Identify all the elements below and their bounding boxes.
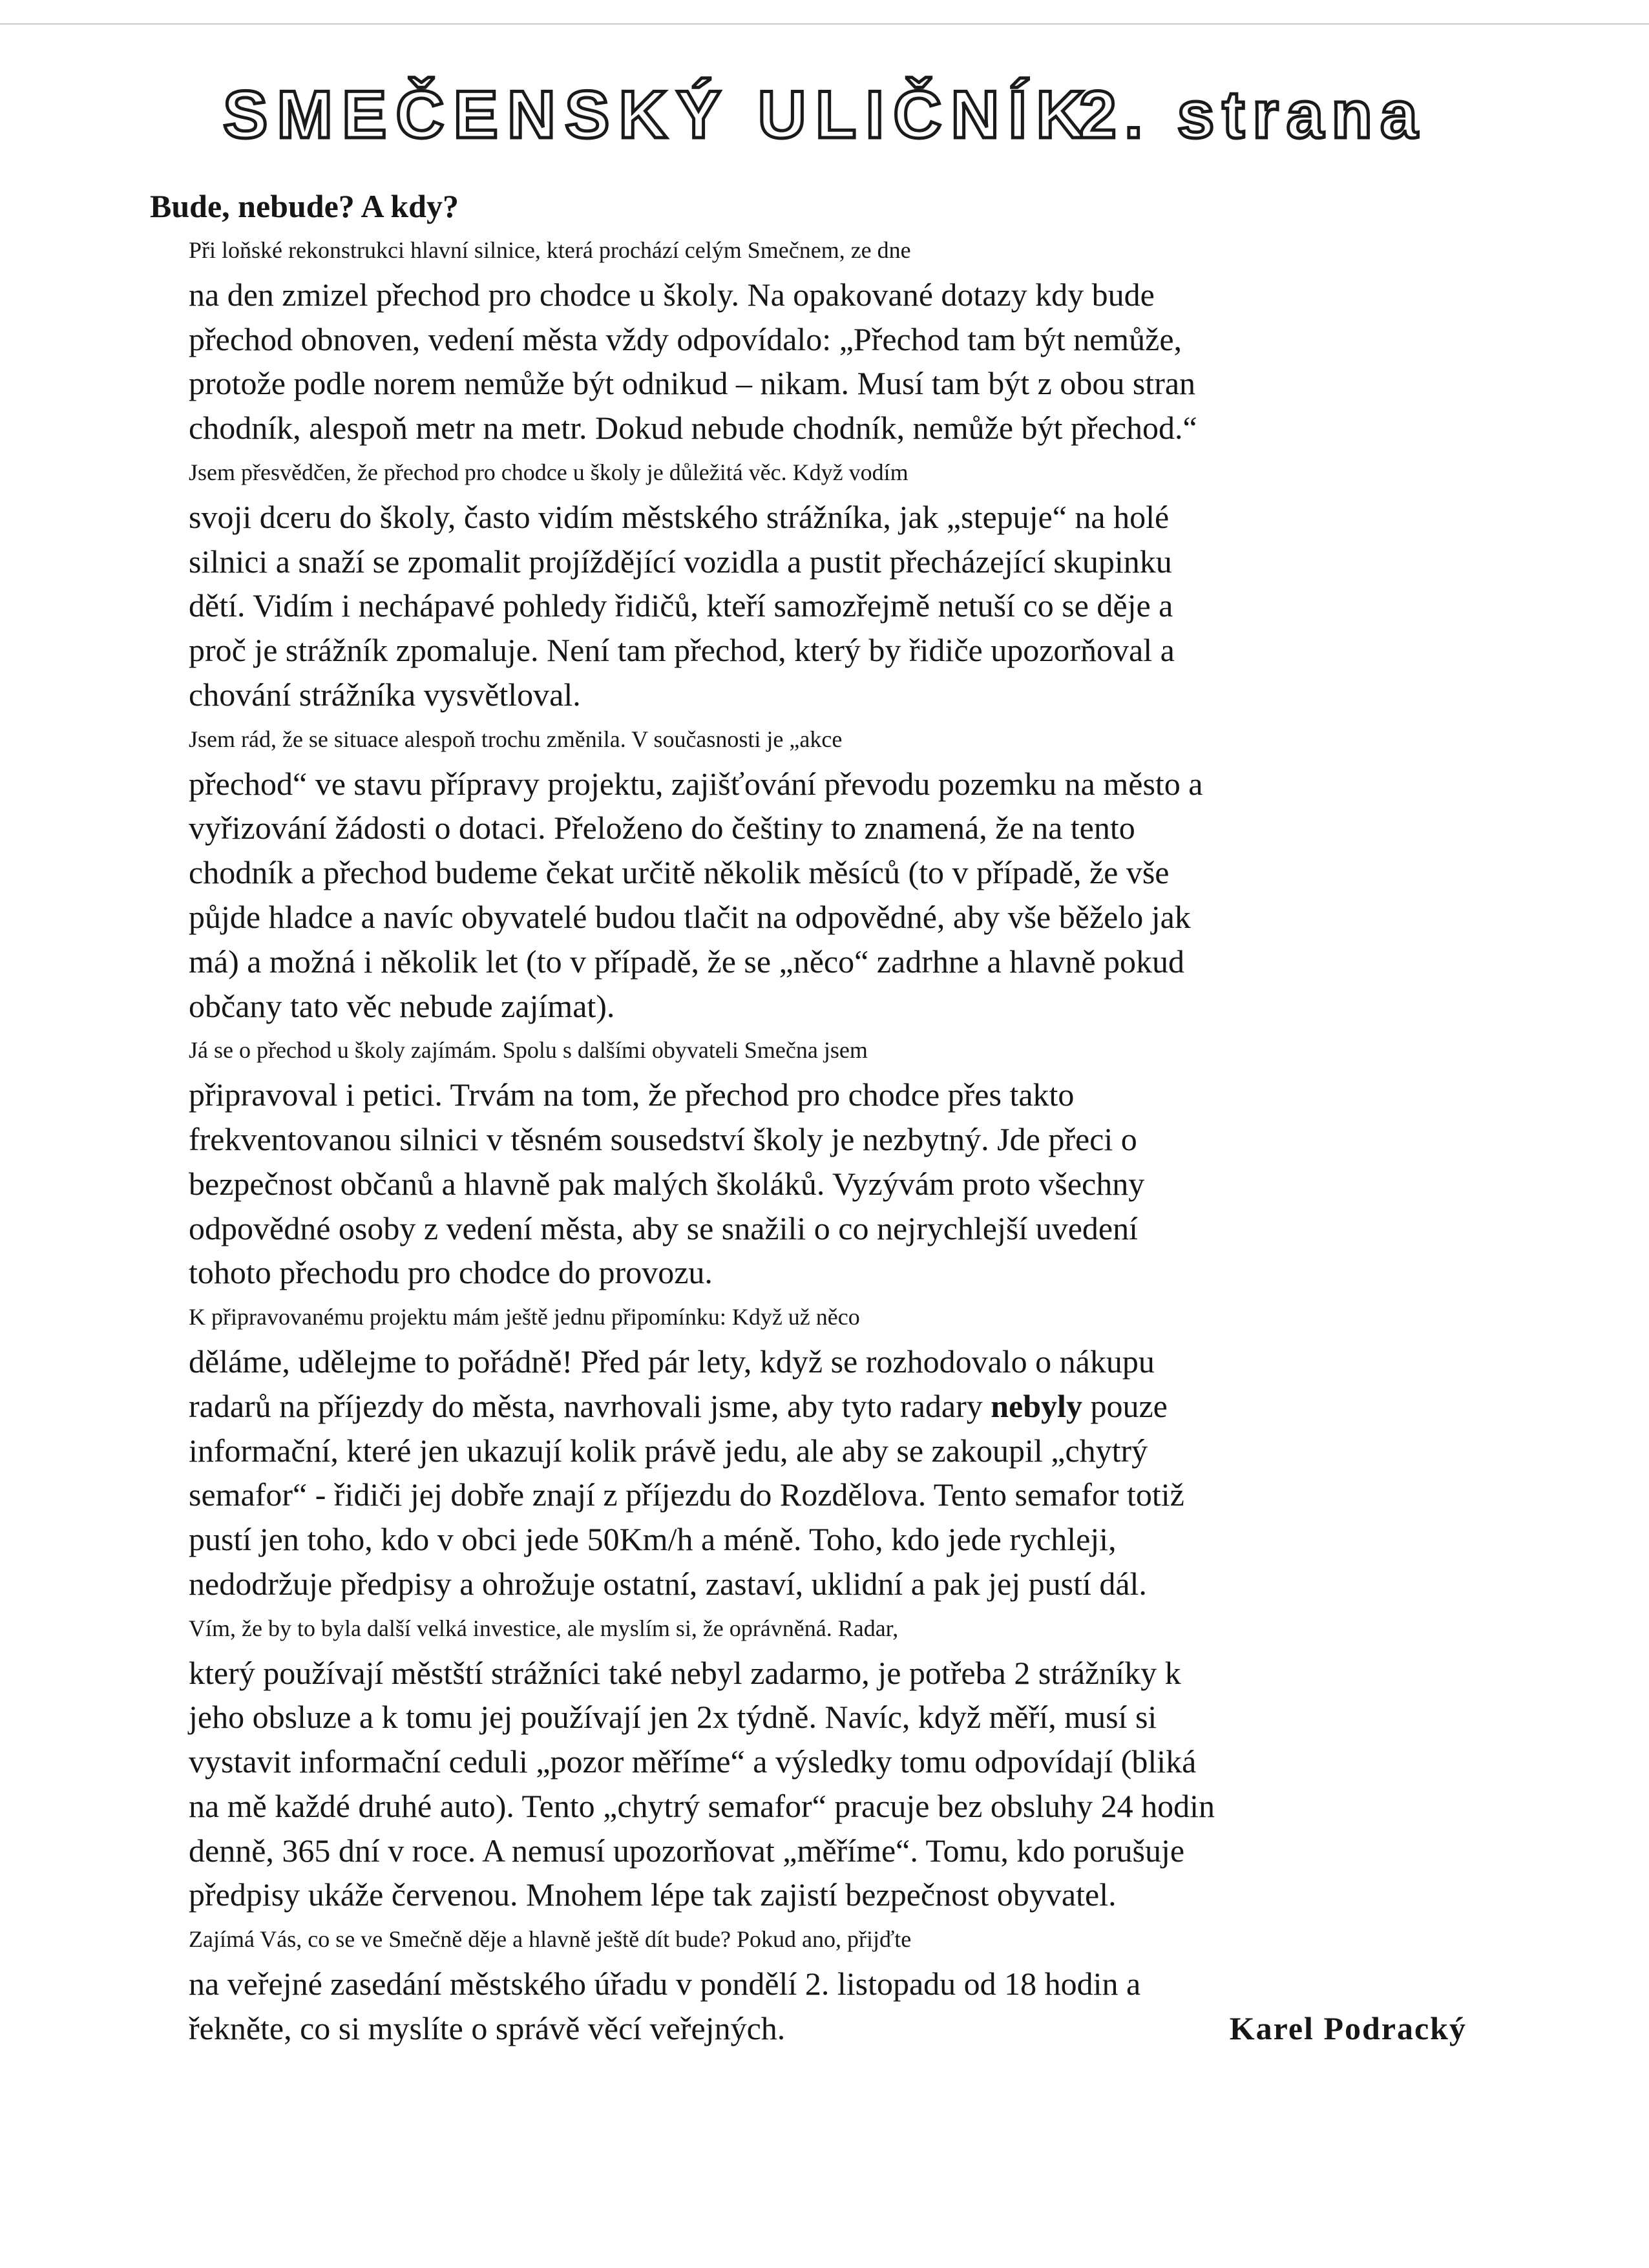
text-line: Vím, že by to byla další velká investice, ale myslím si, že oprávněná. Radar, xyxy=(189,1615,899,1641)
paragraph-1 xyxy=(150,228,1475,450)
scan-top-edge xyxy=(0,23,1649,25)
text-line: děláme, udělejme to pořádně! Před pár lety, když se rozhodovalo o nákupu xyxy=(189,1343,1155,1380)
text-line: na den zmizel přechod pro chodce u školy. Na opakované dotazy kdy bude xyxy=(189,276,1155,313)
text-line: který používají městští strážníci také nebyl zadarmo, je potřeba 2 strážníky k xyxy=(189,1654,1181,1691)
paragraph-4 xyxy=(150,1028,1475,1295)
text-line: dětí. Vidím i nechápavé pohledy řidičů, kteří samozřejmě netuší co se děje a xyxy=(189,587,1173,624)
text-line: vystavit informační ceduli „pozor měříme“ a výsledky tomu odpovídají (bliká xyxy=(189,1743,1197,1780)
paragraph-2 xyxy=(150,450,1475,717)
text-line: má) a možná i několik let (to v případě, že se „něco“ zadrhne a hlavně pokud xyxy=(189,943,1185,980)
text-line: předpisy ukáže červenou. Mnohem lépe tak zajistí bezpečnost obyvatel. xyxy=(189,1876,1117,1913)
text-line: Jsem přesvědčen, že přechod pro chodce u školy je důležitá věc. Když vodím xyxy=(189,459,909,485)
closing-line xyxy=(150,2006,1475,2051)
emphasis-word: nebyly xyxy=(991,1387,1082,1424)
text-line-with-emphasis xyxy=(150,1384,1475,1429)
text-line: chodník a přechod budeme čekat určitě několik měsíců (to v případě, že vše xyxy=(189,854,1170,891)
paragraph-5 xyxy=(150,1295,1475,1606)
text-line: bezpečnost občanů a hlavně pak malých školáků. Vyzývám proto všechny xyxy=(189,1165,1145,1202)
paragraph-7 xyxy=(150,1917,1475,2050)
text-line: přechod“ ve stavu přípravy projektu, zajišťování převodu pozemku na město a xyxy=(189,765,1203,802)
text-line: chování strážníka vysvětloval. xyxy=(189,676,581,713)
text-line: jeho obsluze a k tomu jej používají jen 2x týdně. Navíc, když měří, musí si xyxy=(189,1699,1157,1736)
text-line: semafor“ - řidiči jej dobře znají z příjezdu do Rozdělova. Tento semafor totiž xyxy=(189,1476,1184,1513)
text-line: proč je strážník zpomaluje. Není tam přechod, který by řidiče upozorňoval a xyxy=(189,632,1175,669)
page-number: 2. strana xyxy=(1079,78,1425,152)
paragraph-6 xyxy=(150,1606,1475,1918)
text-line: připravoval i petici. Trvám na tom, že přechod pro chodce přes takto xyxy=(189,1076,1075,1113)
text-line: frekventovanou silnici v těsném sousedství školy je nezbytný. Jde přeci o xyxy=(189,1120,1137,1157)
text-line: pustí jen toho, kdo v obci jede 50Km/h a méně. Toho, kdo jede rychleji, xyxy=(189,1521,1117,1558)
text-line: nedodržuje předpisy a ohrožuje ostatní, zastaví, uklidní a pak jej pustí dál. xyxy=(189,1565,1147,1602)
text-fragment: radarů na příjezdy do města, navrhovali jsme, aby tyto radary xyxy=(189,1387,991,1424)
text-line: svoji dceru do školy, často vidím městského strážníka, jak „stepuje“ na holé xyxy=(189,498,1170,535)
text-line: informační, které jen ukazují kolik právě jedu, ale aby se zakoupil „chytrý xyxy=(189,1432,1148,1469)
author-signature: Karel Podracký xyxy=(1229,2010,1467,2046)
text-line: na veřejné zasedání městského úřadu v pondělí 2. listopadu od 18 hodin a xyxy=(189,1966,1141,2002)
text-line: Zajímá Vás, co se ve Smečně děje a hlavně ještě dít bude? Pokud ano, přijďte xyxy=(189,1926,912,1953)
text-line: vyřizování žádosti o dotaci. Přeloženo do češtiny to znamená, že na tento xyxy=(189,810,1135,846)
newsletter-title: SMEČENSKÝ ULIČNÍK xyxy=(223,78,1094,152)
text-line: silnici a snaží se zpomalit projíždějící vozidla a pustit přecházející skupinku xyxy=(189,543,1172,580)
text-line: chodník, alespoň metr na metr. Dokud nebude chodník, nemůže být přechod.“ xyxy=(189,410,1197,446)
paragraph-3 xyxy=(150,717,1475,1029)
text-line: K připravovanému projektu mám ještě jednu připomínku: Když už něco xyxy=(189,1304,860,1330)
text-fragment: řekněte, co si myslíte o správě věcí veřejných. xyxy=(189,2010,786,2046)
text-line: Já se o přechod u školy zajímám. Spolu s dalšími obyvateli Smečna jsem xyxy=(189,1037,868,1064)
text-line: na mě každé druhé auto). Tento „chytrý semafor“ pracuje bez obsluhy 24 hodin xyxy=(189,1787,1215,1824)
page-header xyxy=(223,76,1425,154)
text-line: občany tato věc nebude zajímat). xyxy=(189,987,615,1024)
text-line: půjde hladce a navíc obyvatelé budou tlačit na odpovědné, aby vše běželo jak xyxy=(189,898,1191,935)
text-line: protože podle norem nemůže být odnikud – nikam. Musí tam být z obou stran xyxy=(189,365,1196,402)
article-headline: Bude, nebude? A kdy? xyxy=(150,188,459,224)
text-line: Při loňské rekonstrukci hlavní silnice, která prochází celým Smečnem, ze dne xyxy=(189,237,911,263)
text-line: denně, 365 dní v roce. A nemusí upozorňovat „měříme“. Tomu, kdo porušuje xyxy=(189,1832,1185,1869)
text-line: tohoto přechodu pro chodce do provozu. xyxy=(189,1254,713,1291)
text-line: Jsem rád, že se situace alespoň trochu změnila. V současnosti je „akce xyxy=(189,726,843,752)
text-fragment: pouze xyxy=(1082,1387,1168,1424)
article xyxy=(150,184,1475,2051)
text-line: odpovědné osoby z vedení města, aby se snažili o co nejrychlejší uvedení xyxy=(189,1210,1139,1246)
text-line: přechod obnoven, vedení města vždy odpovídalo: „Přechod tam být nemůže, xyxy=(189,320,1182,357)
